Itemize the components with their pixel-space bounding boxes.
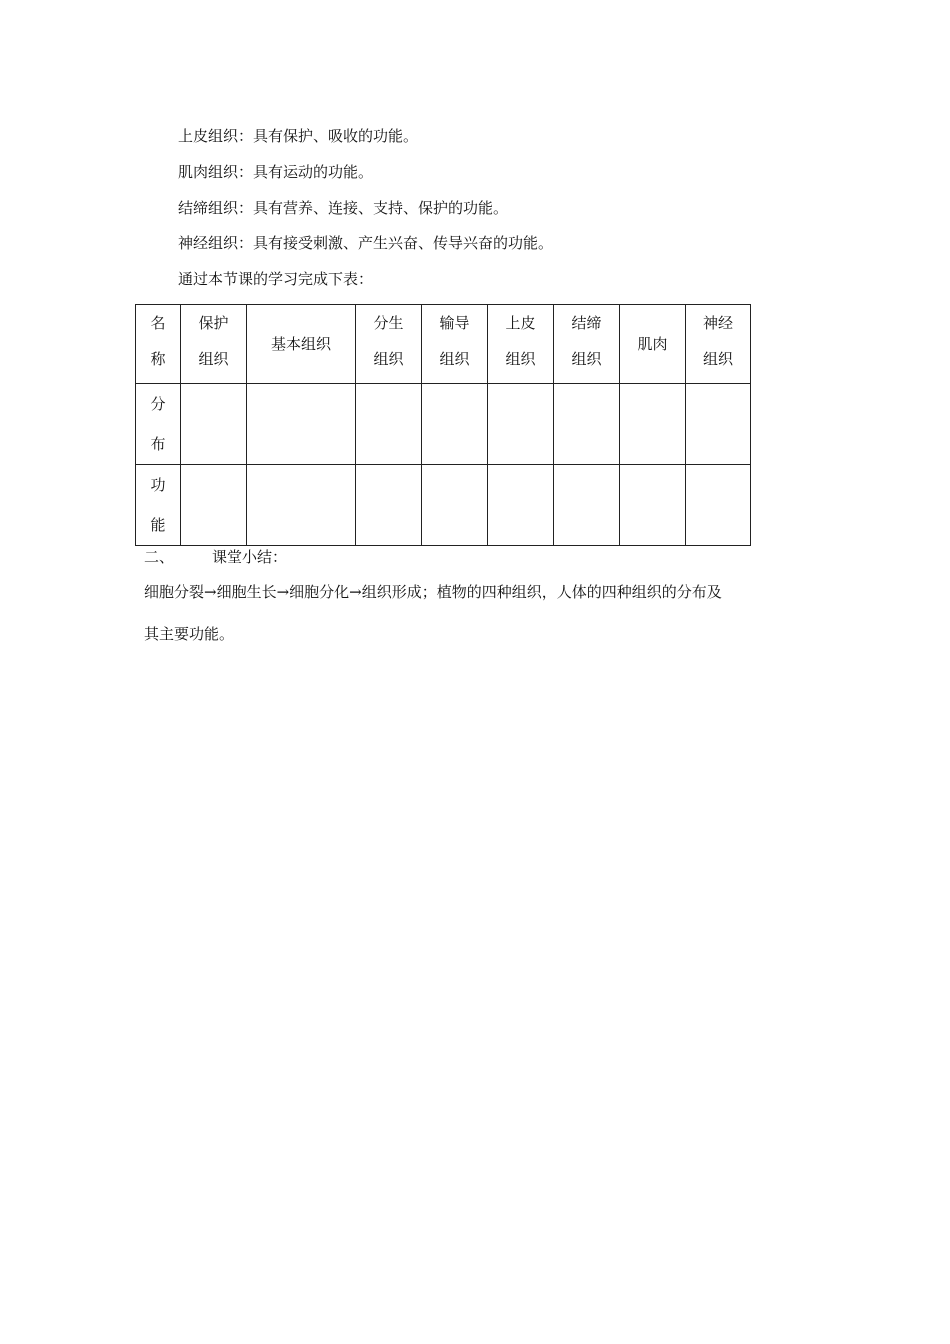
header-protective-line-1: 保护 [198, 314, 229, 332]
table-cell[interactable] [620, 465, 686, 546]
header-cell-muscle [620, 305, 686, 384]
tissue-table [135, 304, 751, 546]
row-function-char-1: 功 [150, 476, 166, 494]
paragraph-connective-tissue: 结缔组织：具有营养、连接、支持、保护的功能。 [178, 199, 509, 217]
header-nervous-line-1: 神经 [702, 314, 733, 332]
table-header-row [136, 305, 751, 384]
summary-text-line-1: 细胞分裂→细胞生长→细胞分化→组织形成；植物的四种组织，人体的四种组织的分布及 [144, 583, 722, 601]
header-conducting-line-2: 组织 [439, 350, 470, 368]
table-cell[interactable] [686, 384, 751, 465]
section-title: 课堂小结： [212, 548, 288, 566]
table-cell[interactable] [181, 384, 247, 465]
table-cell[interactable] [181, 465, 247, 546]
row-label-distribution [136, 384, 181, 465]
header-cell-basic [247, 305, 356, 384]
table-cell[interactable] [488, 384, 554, 465]
table-cell[interactable] [356, 465, 422, 546]
header-basic-label: 基本组织 [270, 335, 331, 353]
header-conducting-line-1: 输导 [439, 314, 470, 332]
header-meristem-line-2: 组织 [373, 350, 404, 368]
header-cell-conducting [422, 305, 488, 384]
header-connective-line-2: 组织 [571, 350, 602, 368]
header-nervous-line-2: 组织 [702, 350, 733, 368]
row-label-function [136, 465, 181, 546]
row-distribution-char-2: 布 [150, 435, 166, 453]
paragraph-instruction: 通过本节课的学习完成下表： [178, 270, 374, 288]
paragraph-epithelial-tissue: 上皮组织：具有保护、吸收的功能。 [178, 127, 419, 145]
header-cell-epithelial [488, 305, 554, 384]
table-cell[interactable] [686, 465, 751, 546]
table-cell[interactable] [247, 384, 356, 465]
section-heading [144, 547, 287, 567]
row-function-char-2: 能 [150, 516, 166, 534]
header-cell-meristem [356, 305, 422, 384]
header-name-char-2: 称 [150, 350, 166, 368]
table-cell[interactable] [488, 465, 554, 546]
header-cell-protective [181, 305, 247, 384]
section-number: 二、 [144, 548, 175, 566]
paragraph-nervous-tissue: 神经组织：具有接受刺激、产生兴奋、传导兴奋的功能。 [178, 234, 554, 252]
table-row-distribution [136, 384, 751, 465]
table-cell[interactable] [554, 384, 620, 465]
header-cell-nervous [686, 305, 751, 384]
table-cell[interactable] [620, 384, 686, 465]
header-connective-line-1: 结缔 [571, 314, 602, 332]
summary-text-line-2: 其主要功能。 [144, 625, 235, 643]
header-cell-connective [554, 305, 620, 384]
row-distribution-char-1: 分 [150, 395, 166, 413]
table-cell[interactable] [356, 384, 422, 465]
table-cell[interactable] [247, 465, 356, 546]
header-epithelial-line-1: 上皮 [505, 314, 536, 332]
header-name-char-1: 名 [150, 314, 166, 332]
paragraph-muscle-tissue: 肌肉组织：具有运动的功能。 [178, 163, 374, 181]
table-cell[interactable] [554, 465, 620, 546]
header-protective-line-2: 组织 [198, 350, 229, 368]
header-meristem-line-1: 分生 [373, 314, 404, 332]
header-muscle-label: 肌肉 [637, 335, 668, 353]
header-cell-name [136, 305, 181, 384]
table-cell[interactable] [422, 465, 488, 546]
header-epithelial-line-2: 组织 [505, 350, 536, 368]
table-cell[interactable] [422, 384, 488, 465]
table-row-function [136, 465, 751, 546]
